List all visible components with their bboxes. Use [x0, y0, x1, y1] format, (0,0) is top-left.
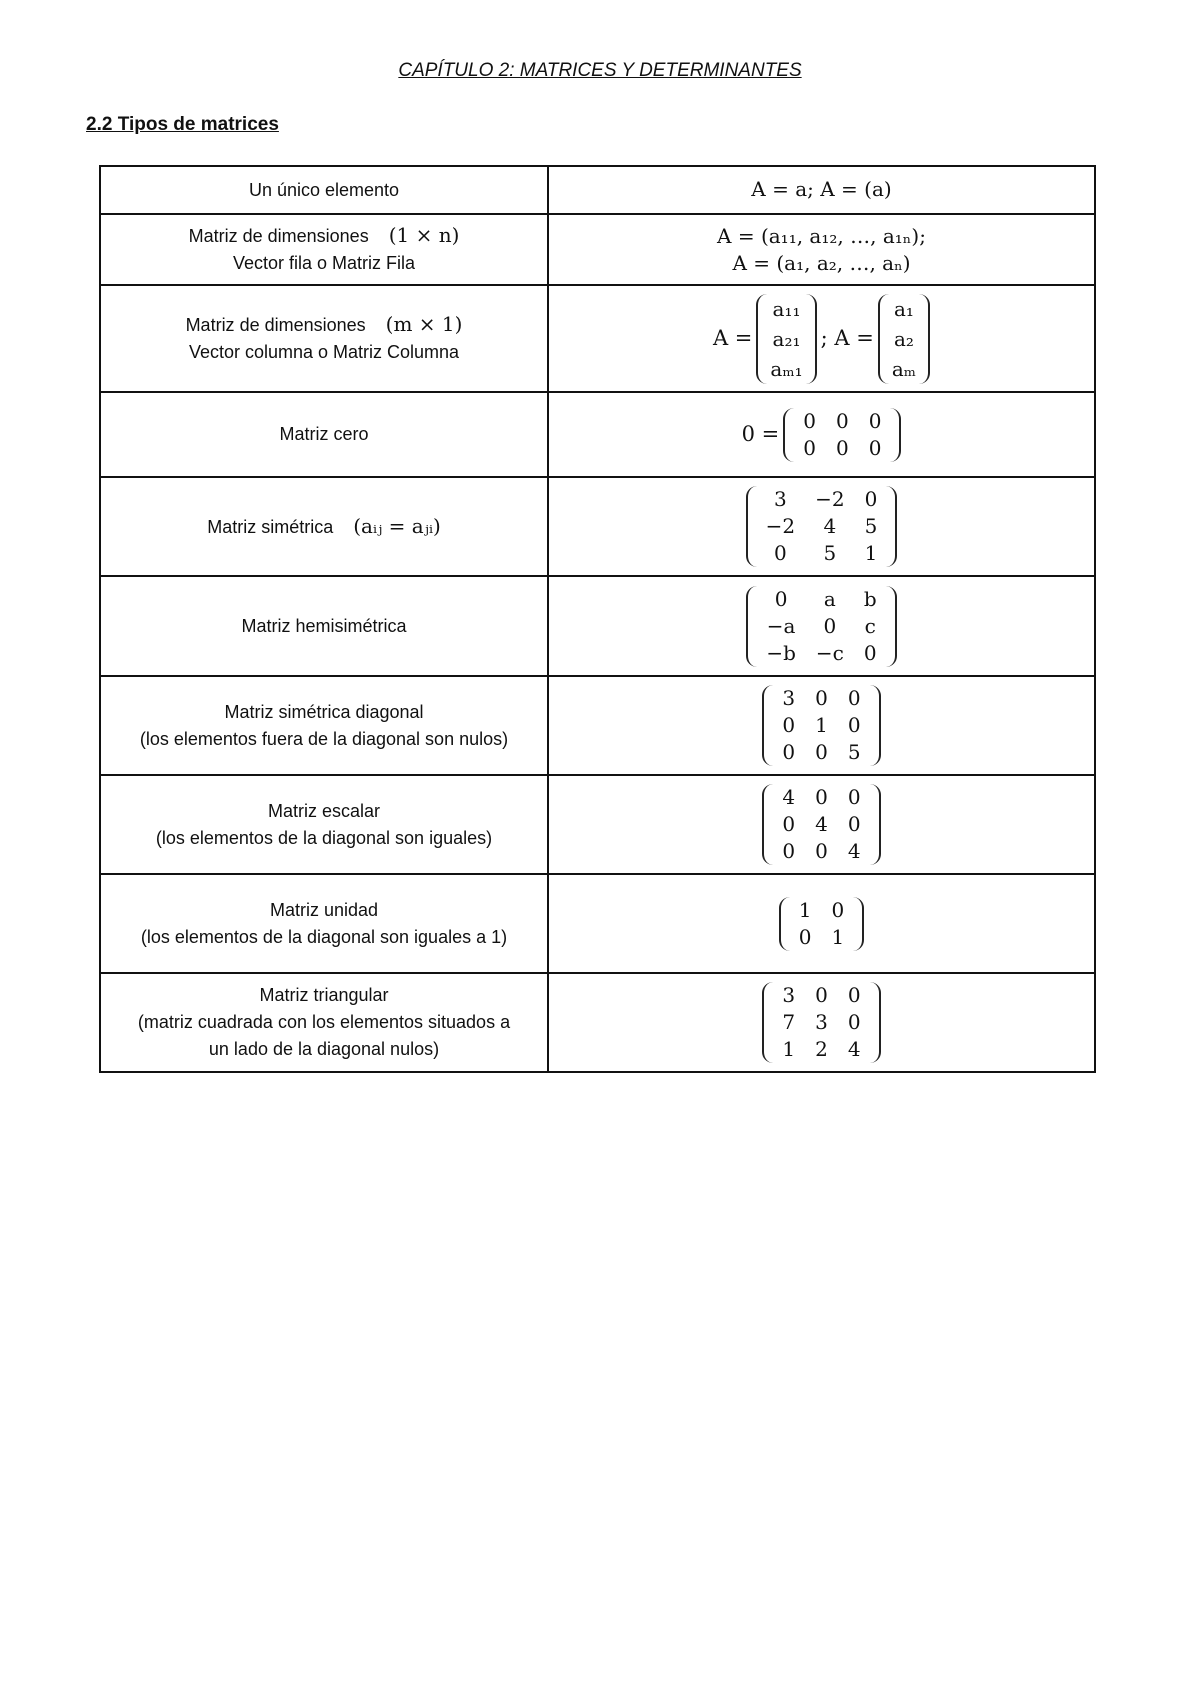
matrix-entry: 0 [847, 713, 861, 737]
matrix-entry: 7 [782, 1010, 796, 1034]
matrix-entry: 0 [847, 1010, 861, 1034]
type-sublabel: (matriz cuadrada con los elementos situados a [137, 1012, 511, 1032]
table-row [100, 874, 1095, 973]
matrix-entry: 0 [868, 408, 882, 433]
matrix-entry: 4 [847, 1037, 861, 1061]
formula-cell [548, 874, 1095, 973]
matrix-entry: b [863, 586, 877, 611]
formula-line: A = (a₁, a₂, …, aₙ) [732, 250, 911, 275]
table-row [100, 285, 1095, 392]
table-row [100, 392, 1095, 477]
formula-cell [548, 973, 1095, 1072]
matrix-entry: 5 [864, 514, 878, 538]
matrix-entry: −2 [765, 514, 796, 538]
matrix-entry: 0 [803, 435, 816, 460]
matrix-entry: −2 [815, 487, 845, 511]
matrix-entry: −b [766, 640, 796, 665]
formula [742, 408, 902, 462]
matrix-entry: 0 [847, 785, 861, 809]
formula-prefix: A = [712, 326, 753, 350]
type-label-cell [100, 477, 548, 576]
matrix-entry: 0 [803, 408, 816, 433]
matrix-entry: 0 [847, 983, 861, 1007]
matrix-entry: −a [766, 613, 796, 638]
formula-line: A = (a₁₁, a₁₂, …, a₁ₙ); [717, 223, 926, 248]
matrix-entry: 5 [823, 541, 837, 565]
table-row [100, 676, 1095, 775]
column-matrix [756, 294, 816, 384]
matrix-entry: 0 [863, 640, 877, 665]
matrix-entry: 1 [864, 541, 878, 565]
matrix-entry: 0 [815, 983, 828, 1007]
matrix-entry: 0 [835, 435, 849, 460]
type-label-cell [100, 392, 548, 477]
type-label: Matriz de dimensiones (m × 1) [185, 312, 463, 336]
type-sublabel: (los elementos de la diagonal son iguales a 1) [140, 926, 508, 947]
section-title: 2.2 Tipos de matrices [86, 114, 279, 135]
type-label-cell [100, 166, 548, 214]
matrix-entry: 0 [782, 812, 796, 836]
matrix-entry: 1 [831, 924, 845, 949]
type-label: Matriz triangular [259, 985, 389, 1005]
formula-cell [548, 214, 1095, 285]
matrix-entry: 0 [815, 839, 828, 863]
matrix-entry: 0 [798, 924, 812, 949]
matrix-entry: 0 [815, 740, 828, 764]
type-label: Matriz simétrica (aᵢⱼ = aⱼᵢ) [207, 513, 441, 538]
matrix-entry: a₂₁ [772, 326, 801, 351]
matrix-entry: 0 [847, 686, 861, 710]
matrix-entry: 5 [847, 740, 861, 764]
matrix-entry: 4 [815, 812, 828, 836]
formula-cell [548, 166, 1095, 214]
type-label-cell [100, 973, 548, 1072]
matrix [783, 408, 901, 462]
matrix-entry: 3 [782, 686, 796, 710]
type-label-cell [100, 874, 548, 973]
matrix-entry: 3 [774, 487, 787, 511]
matrix-entry: 0 [847, 812, 861, 836]
matrix-entry: 0 [782, 740, 796, 764]
type-label: Matriz escalar [267, 800, 381, 821]
table-row [100, 775, 1095, 874]
matrix-entry: 0 [831, 897, 845, 922]
type-sublabel: Vector fila o Matriz Fila [232, 253, 416, 273]
table-row [100, 214, 1095, 285]
type-label: Un único elemento [248, 179, 400, 200]
type-label-cell [100, 676, 548, 775]
matrix [762, 982, 880, 1063]
formula-cell [548, 576, 1095, 676]
type-label-cell [100, 214, 548, 285]
type-label-cell [100, 285, 548, 392]
matrix-entry: aₘ [891, 356, 917, 381]
formula: A = a; A = (a) [751, 177, 892, 201]
matrix [762, 784, 880, 865]
dimension-label: (m × 1) [385, 312, 463, 336]
dimension-label: (aᵢⱼ = aⱼᵢ) [353, 513, 441, 538]
formula-cell [548, 477, 1095, 576]
document-title: CAPÍTULO 2: MATRICES Y DETERMINANTES [398, 60, 802, 81]
matrix-entry: 0 [774, 586, 788, 611]
matrix-entry: 1 [798, 897, 812, 922]
matrix-entry: a₂ [893, 326, 914, 351]
matrix-entry: 1 [815, 713, 828, 737]
formula-cell [548, 775, 1095, 874]
matrix-entry: 1 [782, 1037, 796, 1061]
type-sublabel: Vector columna o Matriz Columna [188, 342, 460, 362]
type-label: Matriz de dimensiones (1 × n) [188, 223, 460, 247]
matrix-entry: 0 [815, 686, 828, 710]
column-matrix [878, 294, 930, 384]
matrix-entry: a₁ [893, 296, 914, 321]
matrix [746, 486, 898, 567]
matrix-entry: a₁₁ [772, 296, 801, 321]
formula-cell [548, 285, 1095, 392]
type-sublabel: (los elementos fuera de la diagonal son nulos) [139, 728, 509, 749]
matrix [762, 685, 880, 766]
matrix-entry: 0 [835, 408, 849, 433]
dimension-label: (1 × n) [388, 223, 460, 247]
type-label: Matriz simétrica diagonal [224, 701, 424, 722]
matrix-entry: 3 [815, 1010, 828, 1034]
formula [713, 294, 930, 384]
matrix-entry: 0 [864, 487, 878, 511]
matrix-entry: −c [815, 640, 844, 665]
matrix-entry: 0 [868, 435, 882, 460]
matrix-entry: c [864, 613, 876, 638]
matrix-entry: 4 [782, 785, 796, 809]
type-label: Matriz hemisimétrica [241, 615, 407, 636]
matrix-entry: 3 [782, 983, 796, 1007]
type-label: Matriz cero [279, 424, 369, 444]
type-label-cell [100, 576, 548, 676]
matrix-entry: 0 [782, 713, 796, 737]
table-row [100, 166, 1095, 214]
formula-cell [548, 392, 1095, 477]
formula-separator: ; A = [820, 326, 874, 350]
matrix [746, 586, 896, 667]
matrix-entry: 0 [815, 785, 828, 809]
matrix-entry: aₘ₁ [770, 356, 803, 381]
type-label: Matriz unidad [269, 899, 379, 920]
matrix-types-table [99, 165, 1096, 1073]
table-row [100, 477, 1095, 576]
matrix-entry: 2 [815, 1037, 828, 1061]
type-sublabel: (los elementos de la diagonal son iguales) [155, 827, 493, 848]
matrix-entry: 0 [823, 613, 837, 638]
matrix-entry: 0 [774, 541, 787, 565]
type-label-cell [100, 775, 548, 874]
table-row [100, 576, 1095, 676]
matrix-entry: 4 [823, 514, 837, 538]
matrix [779, 897, 864, 951]
matrix-entry: 0 [782, 839, 796, 863]
formula-prefix: 0 = [741, 422, 780, 446]
formula-cell [548, 676, 1095, 775]
matrix-entry: a [823, 586, 836, 611]
matrix-entry: 4 [847, 839, 861, 863]
type-sublabel: un lado de la diagonal nulos) [208, 1039, 440, 1059]
table-row [100, 973, 1095, 1072]
